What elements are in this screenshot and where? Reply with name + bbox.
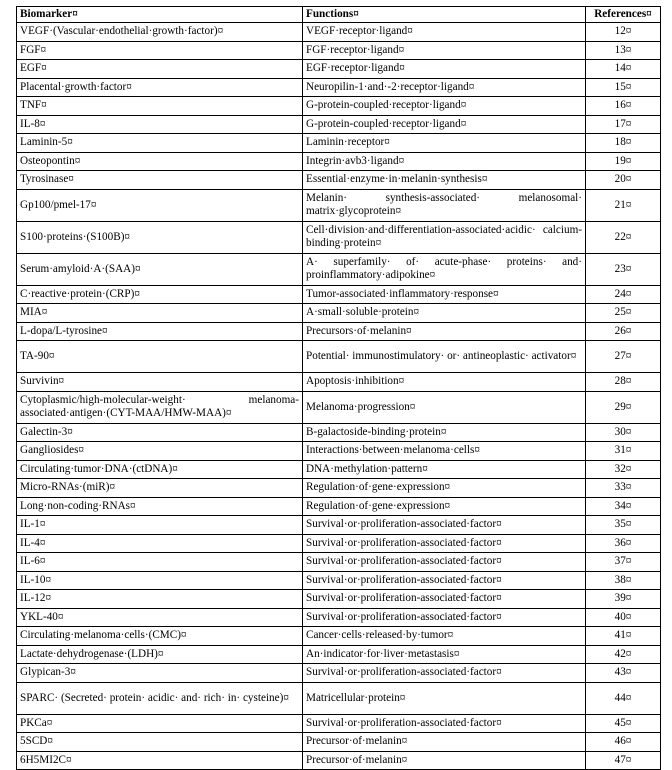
biomarker-cell: EGF¤ bbox=[17, 60, 303, 79]
function-cell: Survival·or·proliferation-associated·factor¤ bbox=[303, 664, 586, 683]
biomarker-cell: Placental·growth·factor¤ bbox=[17, 78, 303, 97]
table-row bbox=[17, 733, 661, 752]
biomarker-cell: SPARC· (Secreted· protein· acidic· and· rich· in· cysteine)¤ bbox=[17, 682, 303, 714]
reference-cell: 21¤ bbox=[586, 189, 661, 221]
table-row bbox=[17, 41, 661, 60]
table-row bbox=[17, 322, 661, 341]
header-functions: Functions¤ bbox=[303, 7, 586, 23]
table-row bbox=[17, 664, 661, 683]
function-cell: G-protein-coupled·receptor·ligand¤ bbox=[303, 115, 586, 134]
reference-cell: 33¤ bbox=[586, 479, 661, 498]
function-cell: Survival·or·proliferation-associated·factor¤ bbox=[303, 553, 586, 572]
function-cell: Survival·or·proliferation-associated·factor¤ bbox=[303, 608, 586, 627]
biomarker-cell: Gp100/pmel-17¤ bbox=[17, 189, 303, 221]
reference-cell: 20¤ bbox=[586, 171, 661, 190]
reference-cell: 43¤ bbox=[586, 664, 661, 683]
table-body bbox=[17, 23, 661, 770]
table-row bbox=[17, 189, 661, 221]
function-cell: A·small·soluble·protein¤ bbox=[303, 304, 586, 323]
function-cell: An·indicator·for·liver·metastasis¤ bbox=[303, 645, 586, 664]
function-cell: Apoptosis·inhibition¤ bbox=[303, 373, 586, 392]
table-row bbox=[17, 423, 661, 442]
header-references: References¤ bbox=[586, 7, 661, 23]
function-cell: Regulation·of·gene·expression¤ bbox=[303, 497, 586, 516]
table-row bbox=[17, 479, 661, 498]
function-cell: Neuropilin-1·and·-2·receptor·ligand¤ bbox=[303, 78, 586, 97]
biomarker-cell: TA-90¤ bbox=[17, 341, 303, 373]
biomarker-table bbox=[16, 6, 661, 770]
table-row bbox=[17, 516, 661, 535]
function-cell: Melanoma·progression¤ bbox=[303, 391, 586, 423]
table-row bbox=[17, 391, 661, 423]
biomarker-cell: IL-4¤ bbox=[17, 534, 303, 553]
function-cell: Cell·division·and·differentiation-associated·acidic· calcium-binding·protein¤ bbox=[303, 221, 586, 253]
function-cell: Precursor·of·melanin¤ bbox=[303, 733, 586, 752]
table-row bbox=[17, 134, 661, 153]
table-row bbox=[17, 60, 661, 79]
table-row bbox=[17, 442, 661, 461]
function-cell: Regulation·of·gene·expression¤ bbox=[303, 479, 586, 498]
table-row bbox=[17, 627, 661, 646]
biomarker-cell: YKL-40¤ bbox=[17, 608, 303, 627]
biomarker-cell: Gangliosides¤ bbox=[17, 442, 303, 461]
biomarker-cell: Long·non-coding·RNAs¤ bbox=[17, 497, 303, 516]
table-row bbox=[17, 373, 661, 392]
table-row bbox=[17, 285, 661, 304]
function-cell: VEGF·receptor·ligand¤ bbox=[303, 23, 586, 42]
function-cell: Potential· immunostimulatory· or· antineoplastic· activator¤ bbox=[303, 341, 586, 373]
biomarker-cell: FGF¤ bbox=[17, 41, 303, 60]
biomarker-cell: Tyrosinase¤ bbox=[17, 171, 303, 190]
biomarker-cell: MIA¤ bbox=[17, 304, 303, 323]
reference-cell: 16¤ bbox=[586, 97, 661, 116]
biomarker-cell: IL-10¤ bbox=[17, 571, 303, 590]
table-row bbox=[17, 553, 661, 572]
reference-cell: 35¤ bbox=[586, 516, 661, 535]
reference-cell: 23¤ bbox=[586, 253, 661, 285]
function-cell: Melanin· synthesis-associated· melanosomal· matrix·glycoprotein¤ bbox=[303, 189, 586, 221]
table-row bbox=[17, 97, 661, 116]
table-row bbox=[17, 115, 661, 134]
reference-cell: 24¤ bbox=[586, 285, 661, 304]
reference-cell: 19¤ bbox=[586, 152, 661, 171]
biomarker-cell: TNF¤ bbox=[17, 97, 303, 116]
reference-cell: 22¤ bbox=[586, 221, 661, 253]
biomarker-cell: Survivin¤ bbox=[17, 373, 303, 392]
biomarker-cell: VEGF·(Vascular·endothelial·growth·factor)¤ bbox=[17, 23, 303, 42]
table-row bbox=[17, 304, 661, 323]
table-row bbox=[17, 221, 661, 253]
reference-cell: 37¤ bbox=[586, 553, 661, 572]
biomarker-cell: Cytoplasmic/high-molecular-weight· melanoma-associated·antigen·(CYT-MAA/HMW-MAA)¤ bbox=[17, 391, 303, 423]
table-row bbox=[17, 78, 661, 97]
table-row bbox=[17, 682, 661, 714]
reference-cell: 46¤ bbox=[586, 733, 661, 752]
table-row bbox=[17, 534, 661, 553]
function-cell: Survival·or·proliferation-associated·factor¤ bbox=[303, 590, 586, 609]
reference-cell: 47¤ bbox=[586, 751, 661, 770]
table-row bbox=[17, 751, 661, 770]
function-cell: Survival·or·proliferation-associated·factor¤ bbox=[303, 571, 586, 590]
biomarker-cell: IL-1¤ bbox=[17, 516, 303, 535]
biomarker-cell: Circulating·tumor·DNA·(ctDNA)¤ bbox=[17, 460, 303, 479]
reference-cell: 25¤ bbox=[586, 304, 661, 323]
reference-cell: 36¤ bbox=[586, 534, 661, 553]
biomarker-cell: L-dopa/L-tyrosine¤ bbox=[17, 322, 303, 341]
function-cell: A· superfamily· of· acute-phase· proteins· and· proinflammatory·adipokine¤ bbox=[303, 253, 586, 285]
reference-cell: 29¤ bbox=[586, 391, 661, 423]
function-cell: Interactions·between·melanoma·cells¤ bbox=[303, 442, 586, 461]
table-row bbox=[17, 590, 661, 609]
biomarker-cell: Osteopontin¤ bbox=[17, 152, 303, 171]
table-row bbox=[17, 460, 661, 479]
function-cell: Precursor·of·melanin¤ bbox=[303, 751, 586, 770]
function-cell: Cancer·cells·released·by·tumor¤ bbox=[303, 627, 586, 646]
biomarker-cell: S100·proteins·(S100B)¤ bbox=[17, 221, 303, 253]
table-header bbox=[17, 7, 661, 23]
function-cell: Survival·or·proliferation-associated·factor¤ bbox=[303, 516, 586, 535]
table-row bbox=[17, 645, 661, 664]
reference-cell: 38¤ bbox=[586, 571, 661, 590]
function-cell: Survival·or·proliferation-associated·factor¤ bbox=[303, 714, 586, 733]
function-cell: Essential·enzyme·in·melanin·synthesis¤ bbox=[303, 171, 586, 190]
reference-cell: 28¤ bbox=[586, 373, 661, 392]
reference-cell: 14¤ bbox=[586, 60, 661, 79]
reference-cell: 34¤ bbox=[586, 497, 661, 516]
biomarker-cell: Micro-RNAs·(miR)¤ bbox=[17, 479, 303, 498]
biomarker-cell: Circulating·melanoma·cells·(CMC)¤ bbox=[17, 627, 303, 646]
reference-cell: 39¤ bbox=[586, 590, 661, 609]
header-row bbox=[17, 7, 661, 23]
biomarker-cell: 5SCD¤ bbox=[17, 733, 303, 752]
reference-cell: 32¤ bbox=[586, 460, 661, 479]
reference-cell: 45¤ bbox=[586, 714, 661, 733]
table-row bbox=[17, 23, 661, 42]
function-cell: Integrin·avb3·ligand¤ bbox=[303, 152, 586, 171]
biomarker-cell: Serum·amyloid·A·(SAA)¤ bbox=[17, 253, 303, 285]
document-page bbox=[16, 6, 660, 770]
biomarker-cell: IL-6¤ bbox=[17, 553, 303, 572]
reference-cell: 27¤ bbox=[586, 341, 661, 373]
biomarker-cell: Lactate·dehydrogenase·(LDH)¤ bbox=[17, 645, 303, 664]
biomarker-cell: Galectin-3¤ bbox=[17, 423, 303, 442]
table-row bbox=[17, 497, 661, 516]
table-row bbox=[17, 714, 661, 733]
table-row bbox=[17, 152, 661, 171]
function-cell: B-galactoside-binding·protein¤ bbox=[303, 423, 586, 442]
reference-cell: 17¤ bbox=[586, 115, 661, 134]
table-row bbox=[17, 171, 661, 190]
reference-cell: 42¤ bbox=[586, 645, 661, 664]
reference-cell: 30¤ bbox=[586, 423, 661, 442]
function-cell: Tumor-associated·inflammatory·response¤ bbox=[303, 285, 586, 304]
reference-cell: 31¤ bbox=[586, 442, 661, 461]
biomarker-cell: Laminin-5¤ bbox=[17, 134, 303, 153]
reference-cell: 13¤ bbox=[586, 41, 661, 60]
biomarker-cell: 6H5MI2C¤ bbox=[17, 751, 303, 770]
function-cell: Matricellular·protein¤ bbox=[303, 682, 586, 714]
biomarker-cell: PKCa¤ bbox=[17, 714, 303, 733]
reference-cell: 41¤ bbox=[586, 627, 661, 646]
reference-cell: 15¤ bbox=[586, 78, 661, 97]
reference-cell: 40¤ bbox=[586, 608, 661, 627]
table-row bbox=[17, 253, 661, 285]
function-cell: EGF·receptor·ligand¤ bbox=[303, 60, 586, 79]
reference-cell: 26¤ bbox=[586, 322, 661, 341]
table-row bbox=[17, 571, 661, 590]
function-cell: FGF·receptor·ligand¤ bbox=[303, 41, 586, 60]
function-cell: DNA·methylation·pattern¤ bbox=[303, 460, 586, 479]
function-cell: Survival·or·proliferation-associated·factor¤ bbox=[303, 534, 586, 553]
biomarker-cell: IL-8¤ bbox=[17, 115, 303, 134]
biomarker-cell: IL-12¤ bbox=[17, 590, 303, 609]
reference-cell: 44¤ bbox=[586, 682, 661, 714]
function-cell: G-protein-coupled·receptor·ligand¤ bbox=[303, 97, 586, 116]
reference-cell: 12¤ bbox=[586, 23, 661, 42]
table-row bbox=[17, 608, 661, 627]
function-cell: Precursors·of·melanin¤ bbox=[303, 322, 586, 341]
biomarker-cell: Glypican-3¤ bbox=[17, 664, 303, 683]
reference-cell: 18¤ bbox=[586, 134, 661, 153]
biomarker-cell: C·reactive·protein·(CRP)¤ bbox=[17, 285, 303, 304]
header-biomarker: Biomarker¤ bbox=[17, 7, 303, 23]
table-row bbox=[17, 341, 661, 373]
function-cell: Laminin·receptor¤ bbox=[303, 134, 586, 153]
